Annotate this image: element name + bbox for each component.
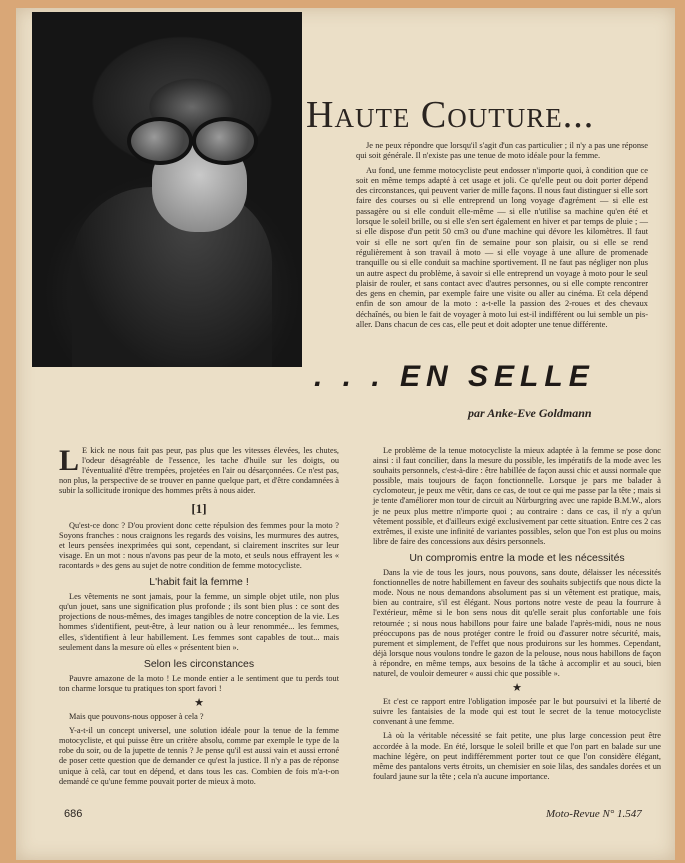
author-byline: par Anke-Eve Goldmann xyxy=(468,406,592,420)
subheading-circonstances: Selon les circonstances xyxy=(143,657,255,670)
star-separator: ★ xyxy=(194,696,204,709)
paragraph: Y-a-t-il un concept universel, une solution idéale pour la tenue de la femme motocycliste, et qui puisse être un critère absolu, comme par exemple le type de la robe du soir, ou de la jupette de tennis ? Je pense qu'il est aussi vain et aussi erroné de poser cette question que de demander ce qu'est la justice. Il n'y a pas de réponse unique à celà, car tout en dépend, et dans tous les cas. Combien de fois m'a-t-on demandé ce qu'une femme pouvait porter de mieux à moto. xyxy=(59,726,339,786)
subheading-compromis: Un compromis entre la mode et les nécessités xyxy=(409,551,625,564)
paragraph: Mais que pouvons-nous opposer à cela ? xyxy=(69,712,204,722)
photo-goggle-right xyxy=(192,117,258,165)
title-en-selle: . . . EN SELLE xyxy=(314,360,595,393)
paragraph: Et c'est ce rapport entre l'obligation imposée par le but poursuivi et la liberté de suivre les fantaisies de la mode qui est tout le secret de la tenue motocycliste convenant à une femme. xyxy=(373,697,661,727)
paragraph: Le problème de la tenue motocycliste la mieux adaptée à la femme se pose donc ainsi : il faut concilier, dans la mesure du possible, les impératifs de la mode avec les souhaits personnels, c'est-à-dire : être habillée de façon aussi chic et aussi normale que possible, mais toujours de façon fonctionnelle. Lorsque je pars me balader à cyclomoteur, je peux me vêtir, dans ce cas, de tout ce qui me passe par la tête ; mais si je tente d'améliorer mon tour de circuit au Nürburgring avec une rapide B.M.W., alors je ne peux plus mettre n'importe quoi ; au contraire : dans ce cas, il n'y a qu'un vêtement possible, et d'ailleurs exigé exclusivement par cette situation. Entre ces 2 cas extrêmes, il existe une infinité de variantes possibles, selon que l'on est plus ou moins libre de faire des concessions aux désirs personnels. xyxy=(373,446,661,546)
star-separator: ★ xyxy=(512,682,522,695)
magazine-issue: Moto-Revue N° 1.547 xyxy=(546,808,642,820)
section-marker: [1] xyxy=(191,501,207,517)
subheading-habit: L'habit fait la femme ! xyxy=(149,576,249,589)
lead-text: E kick ne nous fait pas peur, pas plus que les vitesses élevées, les chutes, l'odeur désagréable de l'essence, les tache d'huile sur les doigts, ou l'éventualité d'être trempées, projetées en l'air ou désarçonnées. Ce n'est pas, non plus, la perspective de se trouver en panne quelque part, et d'être condamnées à subir la sollicitude ironique des hommes prêts à nous aider. xyxy=(59,446,339,496)
article-column-right xyxy=(373,446,661,786)
paragraph: Qu'est-ce donc ? D'ou provient donc cette répulsion des femmes pour la moto ? Soyons franches : nous craignons les regards des voisins, les murmures des autres, et leurs pensées inexprimées qui sont, cependant, si clairement inscrites sur leur visage. En un mot : nous n'avons pas peur de la moto, et seuls nous effrayent les « racontards » des gens au sujet de notre condition de femme motocycliste. xyxy=(59,520,339,570)
article-column-left xyxy=(59,446,339,791)
lead-paragraph xyxy=(59,446,339,496)
intro-text xyxy=(356,141,648,334)
page-number: 686 xyxy=(64,808,83,820)
drop-cap: L xyxy=(59,444,80,477)
magazine-page xyxy=(16,8,675,860)
intro-paragraph: Je ne peux répondre que lorsqu'il s'agit d'un cas particulier ; il n'y a pas une réponse qui soit générale. Il n'existe pas une tenue de moto idéale pour la femme. xyxy=(356,141,648,161)
paragraph: Là où la véritable nécessité se fait petite, une plus large concession peut être accordée à la mode. En été, lorsque le soleil brille et que l'on part en balade sur une machine légère, on peut indifféremment porter tout ce que l'on considère élégant, même des pantalons verts étroits, un chemisier en soie lilas, des sandales dorées et un foulard jaune sur la tête ; cela n'a aucune importance. xyxy=(373,731,661,781)
intro-paragraph: Au fond, une femme motocycliste peut endosser n'importe quoi, à condition que ce soit en même temps adapté à cet usage et joli. Ce qu'elle peut ou doit porter dépend des circonstances, qui peuvent varier de mille façons. Il nous faut distinguer si elle sort faire des courses ou si elle entreprend un long voyage d'agrément — si elle est passagère ou si elle conduit elle-même — si elle n'utilise sa machine qu'en été et lorsque le soleil brille, ou si elle s'en sert également en hiver et par temps de pluie ; — si elle dispose d'un petit 50 cm3 ou d'une machine qui dévore les kilomètres. Il faut voir si elle ne sort qu'en fin de semaine pour son plaisir, ou si elle se rend régulièrement à son travail à moto — si elle voyage à une allure de promenade tranquille ou si elle conduit sa machine sportivement. Il ne faut pas négliger non plus un autre aspect du problème, à savoir si elle entreprend un voyage à moto pour le seul plaisir de rouler, et sans contact avec d'autres personnes, ou si elle compte rencontrer des gens en chemin, par exemple faire une visite ou aller au cinéma. Et cela dépend enfin de son amour de la moto : a-t-elle la passion des 2-roues et des chevaux déchaînés, ou bien le fait de voyager à moto lui est-il indifférent ou lui semble un pis-aller. Dans chacun de ces cas, elle peut et doit adopter une tenue différente. xyxy=(356,165,648,330)
paragraph: Les vêtements ne sont jamais, pour la femme, un simple objet utile, non plus qu'un jouet, sans une signification plus profonde ; ils sont bien plus : ce sont des projections de nous-mêmes, des images tangibles de notre conception de la vie. Les hommes s'identifient, peut-être, à leur nation ou à leur renommée... les femmes, elles, s'identifient à leur habillement. Les femmes sont capables de tout... mais seulement dans la mesure où elles « présentent bien ». xyxy=(59,592,339,652)
paragraph: Pauvre amazone de la moto ! Le monde entier a le sentiment que tu perds tout ton charme lorsque tu pratiques ton sport favori ! xyxy=(59,673,339,693)
photo-goggle-left xyxy=(127,117,193,165)
photo-motorcyclist-helmet-goggles xyxy=(32,12,302,367)
title-haute-couture: Haute Couture... xyxy=(306,94,595,136)
paragraph: Dans la vie de tous les jours, nous pouvons, sans doute, délaisser les nécessités fonctionnelles de notre habillement en faveur des souhaits subjectifs que nous dicte la mode. Nous ne nous demandons absolument pas si un vêtement est pratique, mais, bien au contraire, s'il est élégant. Nous portons notre veste de peau la fourrure à l'extérieur, même si le bon sens nous dit qu'elle serait plus confortable une fois retournée ; si nous nous habillons pour faire une balade l'après-midi, nous ne nous préoccupons pas de nous protéger contre le froid ou d'assurer notre sécurité, mais, purement et simplement, de l'effet que nous produirons sur les hommes. Cependant, déjà lorsque nous voulons tondre le gazon de la pelouse, nous nous habillons de façon à répondre, en même temps, aux besoins de la tâche à accomplir et au souci, bien naturel, de vouloir demeurer « aussi chic que possible ». xyxy=(373,568,661,678)
